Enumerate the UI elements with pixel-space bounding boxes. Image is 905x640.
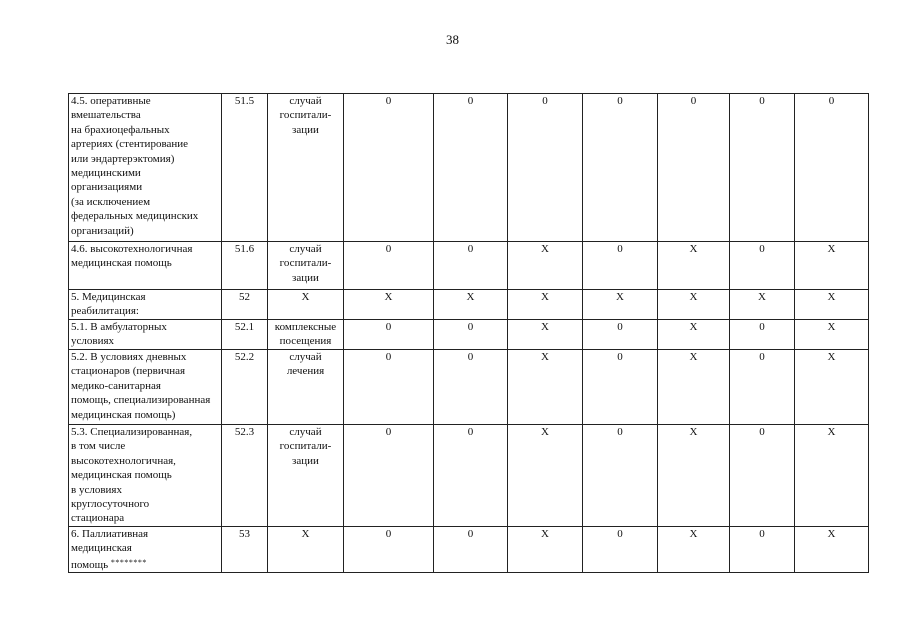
- value-cell: 0: [795, 94, 869, 242]
- value-cell: X: [795, 526, 869, 572]
- row-code: 52: [222, 290, 268, 320]
- value-cell: 0: [344, 320, 434, 350]
- table-row: [69, 320, 869, 350]
- row-code: 52.1: [222, 320, 268, 350]
- value-cell: 0: [434, 320, 508, 350]
- table-row: [69, 242, 869, 290]
- value-cell: 0: [434, 94, 508, 242]
- row-name: 5.2. В условиях дневных стационаров (первичная медико-санитарная помощь, специализированная медицинская помощь): [71, 351, 211, 421]
- value-cell: X: [795, 350, 869, 425]
- value-cell: X: [795, 320, 869, 350]
- footnote-mark: ********: [110, 557, 147, 567]
- row-name-cell: [69, 526, 222, 572]
- row-name-cell: [69, 290, 222, 320]
- row-code: 51.5: [222, 94, 268, 242]
- value-cell: X: [508, 526, 583, 572]
- row-code: 51.6: [222, 242, 268, 290]
- value-cell: X: [508, 290, 583, 320]
- value-cell: 0: [434, 350, 508, 425]
- value-cell: X: [508, 242, 583, 290]
- row-code: 53: [222, 526, 268, 572]
- value-cell: 0: [434, 526, 508, 572]
- row-name-cell: [69, 242, 222, 290]
- value-cell: 0: [730, 350, 795, 425]
- row-name: 6. Паллиативная медицинская помощь: [71, 527, 149, 571]
- value-cell: 0: [658, 94, 730, 242]
- row-unit: случай госпитали- зации: [268, 94, 344, 242]
- page-number: 38: [446, 32, 459, 47]
- value-cell: 0: [583, 526, 658, 572]
- value-cell: 0: [434, 425, 508, 527]
- value-cell: 0: [730, 526, 795, 572]
- row-code: 52.3: [222, 425, 268, 527]
- table-row: [69, 425, 869, 527]
- value-cell: 0: [344, 242, 434, 290]
- value-cell: X: [658, 425, 730, 527]
- row-code: 52.2: [222, 350, 268, 425]
- value-cell: X: [434, 290, 508, 320]
- value-cell: X: [344, 290, 434, 320]
- table-row: [69, 94, 869, 242]
- value-cell: X: [583, 290, 658, 320]
- row-unit: случай госпитали- зации: [268, 425, 344, 527]
- table-row: [69, 526, 869, 572]
- value-cell: 0: [344, 425, 434, 527]
- value-cell: 0: [344, 350, 434, 425]
- value-cell: 0: [344, 526, 434, 572]
- value-cell: 0: [583, 425, 658, 527]
- value-cell: X: [658, 350, 730, 425]
- value-cell: 0: [583, 350, 658, 425]
- table-row: [69, 350, 869, 425]
- row-name: 4.6. высокотехнологичная медицинская помощь: [71, 243, 193, 270]
- value-cell: 0: [583, 94, 658, 242]
- row-unit: X: [268, 290, 344, 320]
- row-name-cell: [69, 350, 222, 425]
- value-cell: X: [795, 290, 869, 320]
- table-row: [69, 290, 869, 320]
- value-cell: X: [658, 290, 730, 320]
- value-cell: X: [658, 242, 730, 290]
- value-cell: 0: [583, 320, 658, 350]
- row-name: 4.5. оперативные вмешательства на брахиоцефальных артериях (стентирование или эндартерэктомия) медицинскими организациями (за исключением федеральных медицинских организаций): [71, 95, 199, 237]
- value-cell: X: [795, 425, 869, 527]
- value-cell: X: [508, 350, 583, 425]
- value-cell: 0: [508, 94, 583, 242]
- row-name: 5.3. Специализированная, в том числе высокотехнологичная, медицинская помощь в условиях круглосуточного стационара: [71, 426, 193, 525]
- data-table: [68, 93, 869, 573]
- value-cell: X: [730, 290, 795, 320]
- value-cell: X: [795, 242, 869, 290]
- value-cell: 0: [730, 242, 795, 290]
- value-cell: X: [508, 320, 583, 350]
- row-name-cell: [69, 425, 222, 527]
- value-cell: X: [658, 526, 730, 572]
- value-cell: 0: [730, 320, 795, 350]
- row-unit: случай госпитали- зации: [268, 242, 344, 290]
- value-cell: 0: [730, 94, 795, 242]
- value-cell: 0: [434, 242, 508, 290]
- row-name-cell: [69, 94, 222, 242]
- row-name: 5. Медицинская реабилитация:: [71, 291, 146, 318]
- value-cell: X: [658, 320, 730, 350]
- row-unit: X: [268, 526, 344, 572]
- row-unit: комплексные посещения: [268, 320, 344, 350]
- value-cell: 0: [344, 94, 434, 242]
- row-name: 5.1. В амбулаторных условиях: [71, 321, 167, 348]
- value-cell: 0: [583, 242, 658, 290]
- value-cell: X: [508, 425, 583, 527]
- row-name-cell: [69, 320, 222, 350]
- row-unit: случай лечения: [268, 350, 344, 425]
- value-cell: 0: [730, 425, 795, 527]
